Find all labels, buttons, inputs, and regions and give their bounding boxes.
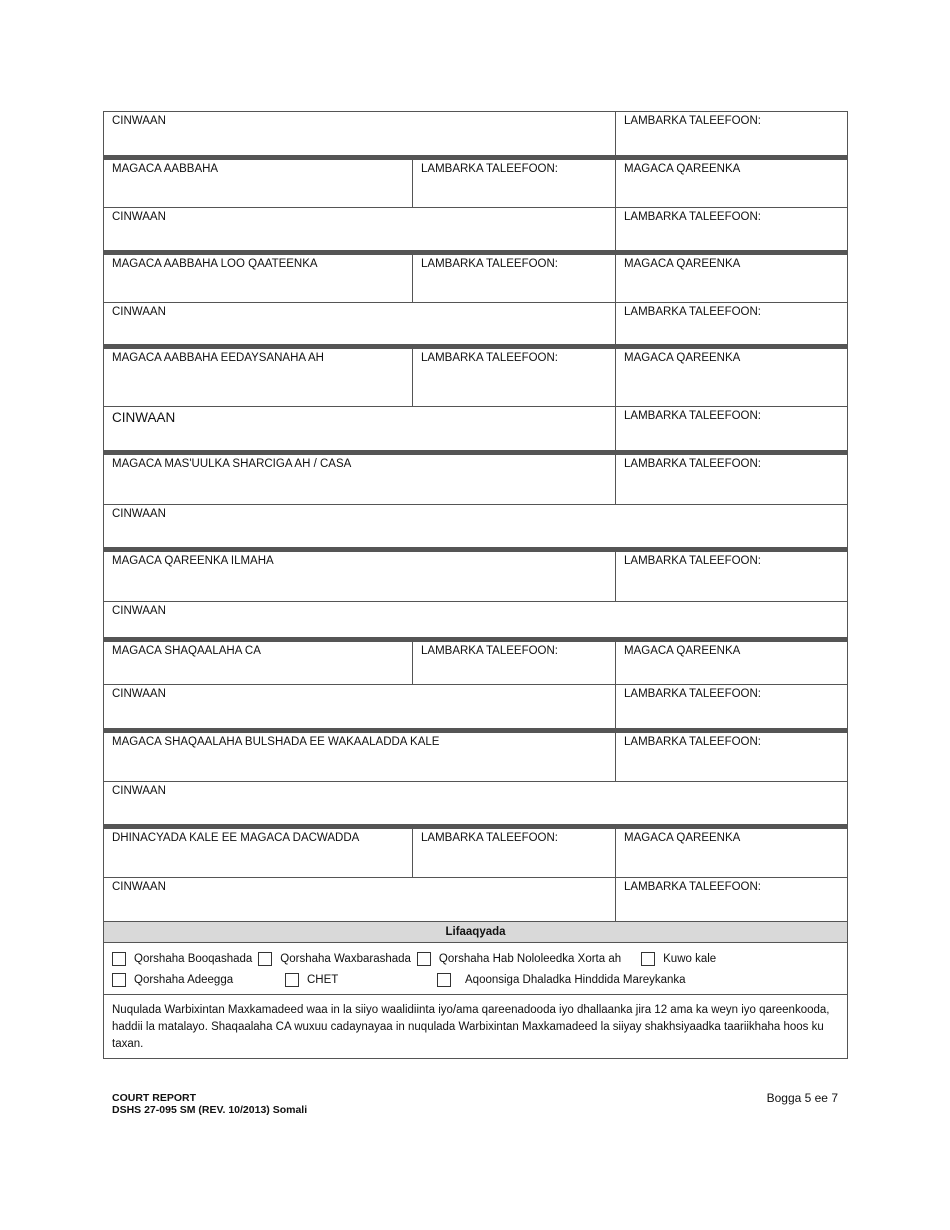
attorney-name-field[interactable]: MAGACA QAREENKA [616,640,848,685]
father-row [104,158,848,208]
attachments-checkbox-row [104,943,848,995]
phone-field[interactable]: LAMBARKA TALEEFOON: [616,303,848,347]
chet-label: CHET [307,973,339,986]
address-row [104,878,848,922]
phone-field[interactable]: LAMBARKA TALEEFOON: [616,878,848,922]
court-report-form [103,111,847,1059]
attachments-title: Lifaaqyada [104,922,848,943]
address-row [104,782,848,827]
address-field[interactable]: CINWAAN [104,685,616,731]
phone-field[interactable]: LAMBARKA TALEEFOON: [616,453,848,505]
alleged-father-row [104,347,848,407]
education-plan-label: Qorshaha Waxbarashada [280,952,411,965]
distribution-note: Nuqulada Warbixintan Maxkamadeed waa in la siiyo waalidiinta iyo/ama qareenadooda iyo dhallaanka jira 12 ama ka weyn iyo qareenkooda, haddii la matalayo. Shaqaalaha CA wuxuu cadaynayaa in nuqulada Warbixintan Maxkamadeed la siiyay shakhsiyaadka taariikhaha hoos ku taxan. [104,995,848,1059]
legal-guardian-name-field[interactable]: MAGACA MAS'UULKA SHARCIGA AH / CASA [104,453,616,505]
phone-field[interactable]: LAMBARKA TALEEFOON: [413,158,616,208]
address-row [104,208,848,253]
address-field[interactable]: CINWAAN [104,878,616,922]
legal-guardian-row [104,453,848,505]
native-american-identification-checkbox[interactable] [437,973,451,987]
visitation-plan-checkbox[interactable] [112,952,126,966]
phone-field[interactable]: LAMBARKA TALEEFOON: [616,112,848,158]
address-field[interactable]: CINWAAN [104,208,616,253]
adoptive-father-row [104,253,848,303]
phone-field[interactable]: LAMBARKA TALEEFOON: [413,253,616,303]
address-field[interactable]: CINWAAN [104,303,616,347]
father-name-field[interactable]: MAGACA AABBAHA [104,158,413,208]
phone-field[interactable]: LAMBARKA TALEEFOON: [616,685,848,731]
form-number: DSHS 27-095 SM (REV. 10/2013) Somali [112,1104,308,1116]
address-row [104,112,848,158]
form-title: COURT REPORT [112,1092,196,1104]
other-label: Kuwo kale [663,952,717,965]
phone-field[interactable]: LAMBARKA TALEEFOON: [413,640,616,685]
contact-grid [103,111,848,1059]
adoptive-father-name-field[interactable]: MAGACA AABBAHA LOO QAATEENKA [104,253,413,303]
other-party-row [104,827,848,878]
child-attorney-row [104,550,848,602]
phone-field[interactable]: LAMBARKA TALEEFOON: [616,731,848,782]
alleged-father-name-field[interactable]: MAGACA AABBAHA EEDAYSANAHA AH [104,347,413,407]
phone-field[interactable]: LAMBARKA TALEEFOON: [616,407,848,453]
address-field[interactable]: CINWAAN [104,112,616,158]
distribution-note-row [104,995,848,1059]
address-row [104,303,848,347]
service-plan-checkbox[interactable] [112,973,126,987]
other-agency-worker-row [104,731,848,782]
chet-checkbox[interactable] [285,973,299,987]
address-row [104,505,848,550]
other-agency-worker-name-field[interactable]: MAGACA SHAQAALAHA BULSHADA EE WAKAALADDA KALE [104,731,616,782]
phone-field[interactable]: LAMBARKA TALEEFOON: [413,827,616,878]
address-field[interactable]: CINWAAN [104,782,848,827]
other-party-name-field[interactable]: DHINACYADA KALE EE MAGACA DACWADDA [104,827,413,878]
attorney-name-field[interactable]: MAGACA QAREENKA [616,158,848,208]
education-plan-checkbox[interactable] [258,952,272,966]
native-american-identification-label: Aqoonsiga Dhaladka Hinddida Mareykanka [465,973,686,986]
ca-worker-row [104,640,848,685]
address-field[interactable]: CINWAAN [104,505,848,550]
phone-field[interactable]: LAMBARKA TALEEFOON: [413,347,616,407]
child-attorney-name-field[interactable]: MAGACA QAREENKA ILMAHA [104,550,616,602]
address-row [104,685,848,731]
checkbox-line [112,948,839,969]
attachments-checkboxes [104,943,848,995]
page-number: Bogga 5 ee 7 [766,1091,838,1105]
phone-field[interactable]: LAMBARKA TALEEFOON: [616,208,848,253]
address-field[interactable]: CINWAAN [104,407,616,453]
attorney-name-field[interactable]: MAGACA QAREENKA [616,253,848,303]
independent-living-plan-checkbox[interactable] [417,952,431,966]
phone-field[interactable]: LAMBARKA TALEEFOON: [616,550,848,602]
visitation-plan-label: Qorshaha Booqashada [134,952,253,965]
independent-living-plan-label: Qorshaha Hab Nololeedka Xorta ah [438,952,622,965]
attachments-header-row [104,922,848,943]
attorney-name-field[interactable]: MAGACA QAREENKA [616,827,848,878]
ca-worker-name-field[interactable]: MAGACA SHAQAALAHA CA [104,640,413,685]
address-field[interactable]: CINWAAN [104,602,848,640]
other-checkbox[interactable] [641,952,655,966]
attorney-name-field[interactable]: MAGACA QAREENKA [616,347,848,407]
address-row [104,407,848,453]
address-row [104,602,848,640]
checkbox-line [112,969,839,990]
form-footer [112,1092,307,1116]
service-plan-label: Qorshaha Adeegga [134,973,234,986]
